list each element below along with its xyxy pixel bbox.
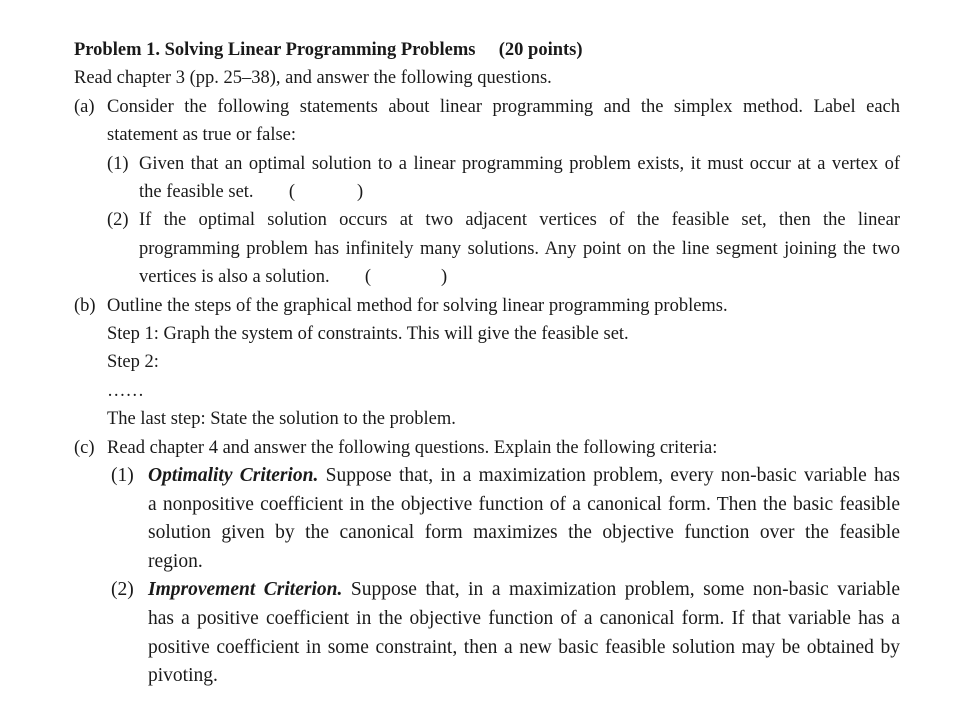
part-a-item-2-label: (2) <box>107 210 129 231</box>
part-c-item-2-line1-wrap <box>148 576 900 605</box>
problem-intro: Read chapter 3 (pp. 25–38), and answer the following questions. <box>74 68 552 89</box>
part-a-item-1-label: (1) <box>107 153 129 174</box>
part-c-item-2-line1: Suppose that, in a maximization problem, some non-basic variable <box>350 579 900 601</box>
part-a-item-2 <box>107 206 900 291</box>
part-a-item-1-line1: Given that an optimal solution to a linear programming problem exists, it must occur at a vertex of <box>139 153 900 174</box>
optimality-criterion-term: Optimality Criterion. <box>148 465 319 487</box>
part-b-step2: Step 2: <box>107 352 159 373</box>
part-c <box>74 434 900 691</box>
problem-title-line <box>74 36 900 64</box>
part-a-item-2-line3: vertices is also a solution. <box>139 267 330 288</box>
part-a <box>74 93 900 292</box>
part-c-item-1 <box>107 462 900 576</box>
document-page <box>74 36 900 691</box>
part-b-step1: Step 1: Graph the system of constraints. This will give the feasible set. <box>107 324 629 345</box>
answer-open-paren: ( <box>364 267 372 288</box>
part-a-text-line1: Consider the following statements about linear programming and the simplex method. Label each <box>107 96 900 117</box>
problem-points: (20 points) <box>498 40 583 60</box>
answer-close-paren: ) <box>356 182 364 203</box>
part-c-item-2-label: (2) <box>111 579 134 601</box>
part-a-item-1-line2: the feasible set. <box>139 182 254 203</box>
part-c-label: (c) <box>74 437 95 458</box>
part-c-item-1-line2: a nonpositive coefficient in the objective function of a canonical form. Then the basic feasible <box>148 493 900 515</box>
part-b <box>74 292 900 434</box>
part-c-item-1-label: (1) <box>111 465 134 487</box>
part-a-label: (a) <box>74 96 95 117</box>
part-c-item-2-line2: has a positive coefficient in the objective function of a canonical form. If that variable has a <box>148 608 900 630</box>
part-c-item-2-line3: positive coefficient in some constraint, then a new basic feasible solution may be obtained by <box>148 636 900 658</box>
part-c-item-1-line1: Suppose that, in a maximization problem, every non-basic variable has <box>325 465 900 487</box>
part-c-item-1-line1-wrap <box>148 462 900 491</box>
answer-open-paren: ( <box>288 182 295 203</box>
part-c-item-2-line4: pivoting. <box>148 665 218 687</box>
problem-title: Problem 1. Solving Linear Programming Problems <box>74 40 476 60</box>
part-a-item-2-line1: If the optimal solution occurs at two adjacent vertices of the feasible set, then the linear <box>139 210 900 231</box>
part-b-label: (b) <box>74 295 96 316</box>
part-a-item-1 <box>107 150 900 207</box>
improvement-criterion-term: Improvement Criterion. <box>148 579 343 601</box>
part-c-text: Read chapter 4 and answer the following questions. Explain the following criteria: <box>107 437 718 458</box>
part-a-text-line2: statement as true or false: <box>107 125 297 146</box>
part-a-item-2-line3-wrap <box>139 263 900 291</box>
part-c-item-2 <box>107 576 900 690</box>
part-c-item-1-line3: solution given by the canonical form maximizes the objective function over the feasible <box>148 522 900 544</box>
part-c-item-1-line4: region. <box>148 550 203 572</box>
answer-close-paren: ) <box>441 267 448 288</box>
part-a-item-1-line2-wrap <box>139 178 900 206</box>
part-b-text: Outline the steps of the graphical method for solving linear programming problems. <box>107 295 728 316</box>
part-b-last-step: The last step: State the solution to the problem. <box>107 409 456 430</box>
part-a-item-2-line2: programming problem has infinitely many solutions. Any point on the line segment joining the two <box>139 238 900 259</box>
part-b-ellipsis: …… <box>107 380 144 401</box>
